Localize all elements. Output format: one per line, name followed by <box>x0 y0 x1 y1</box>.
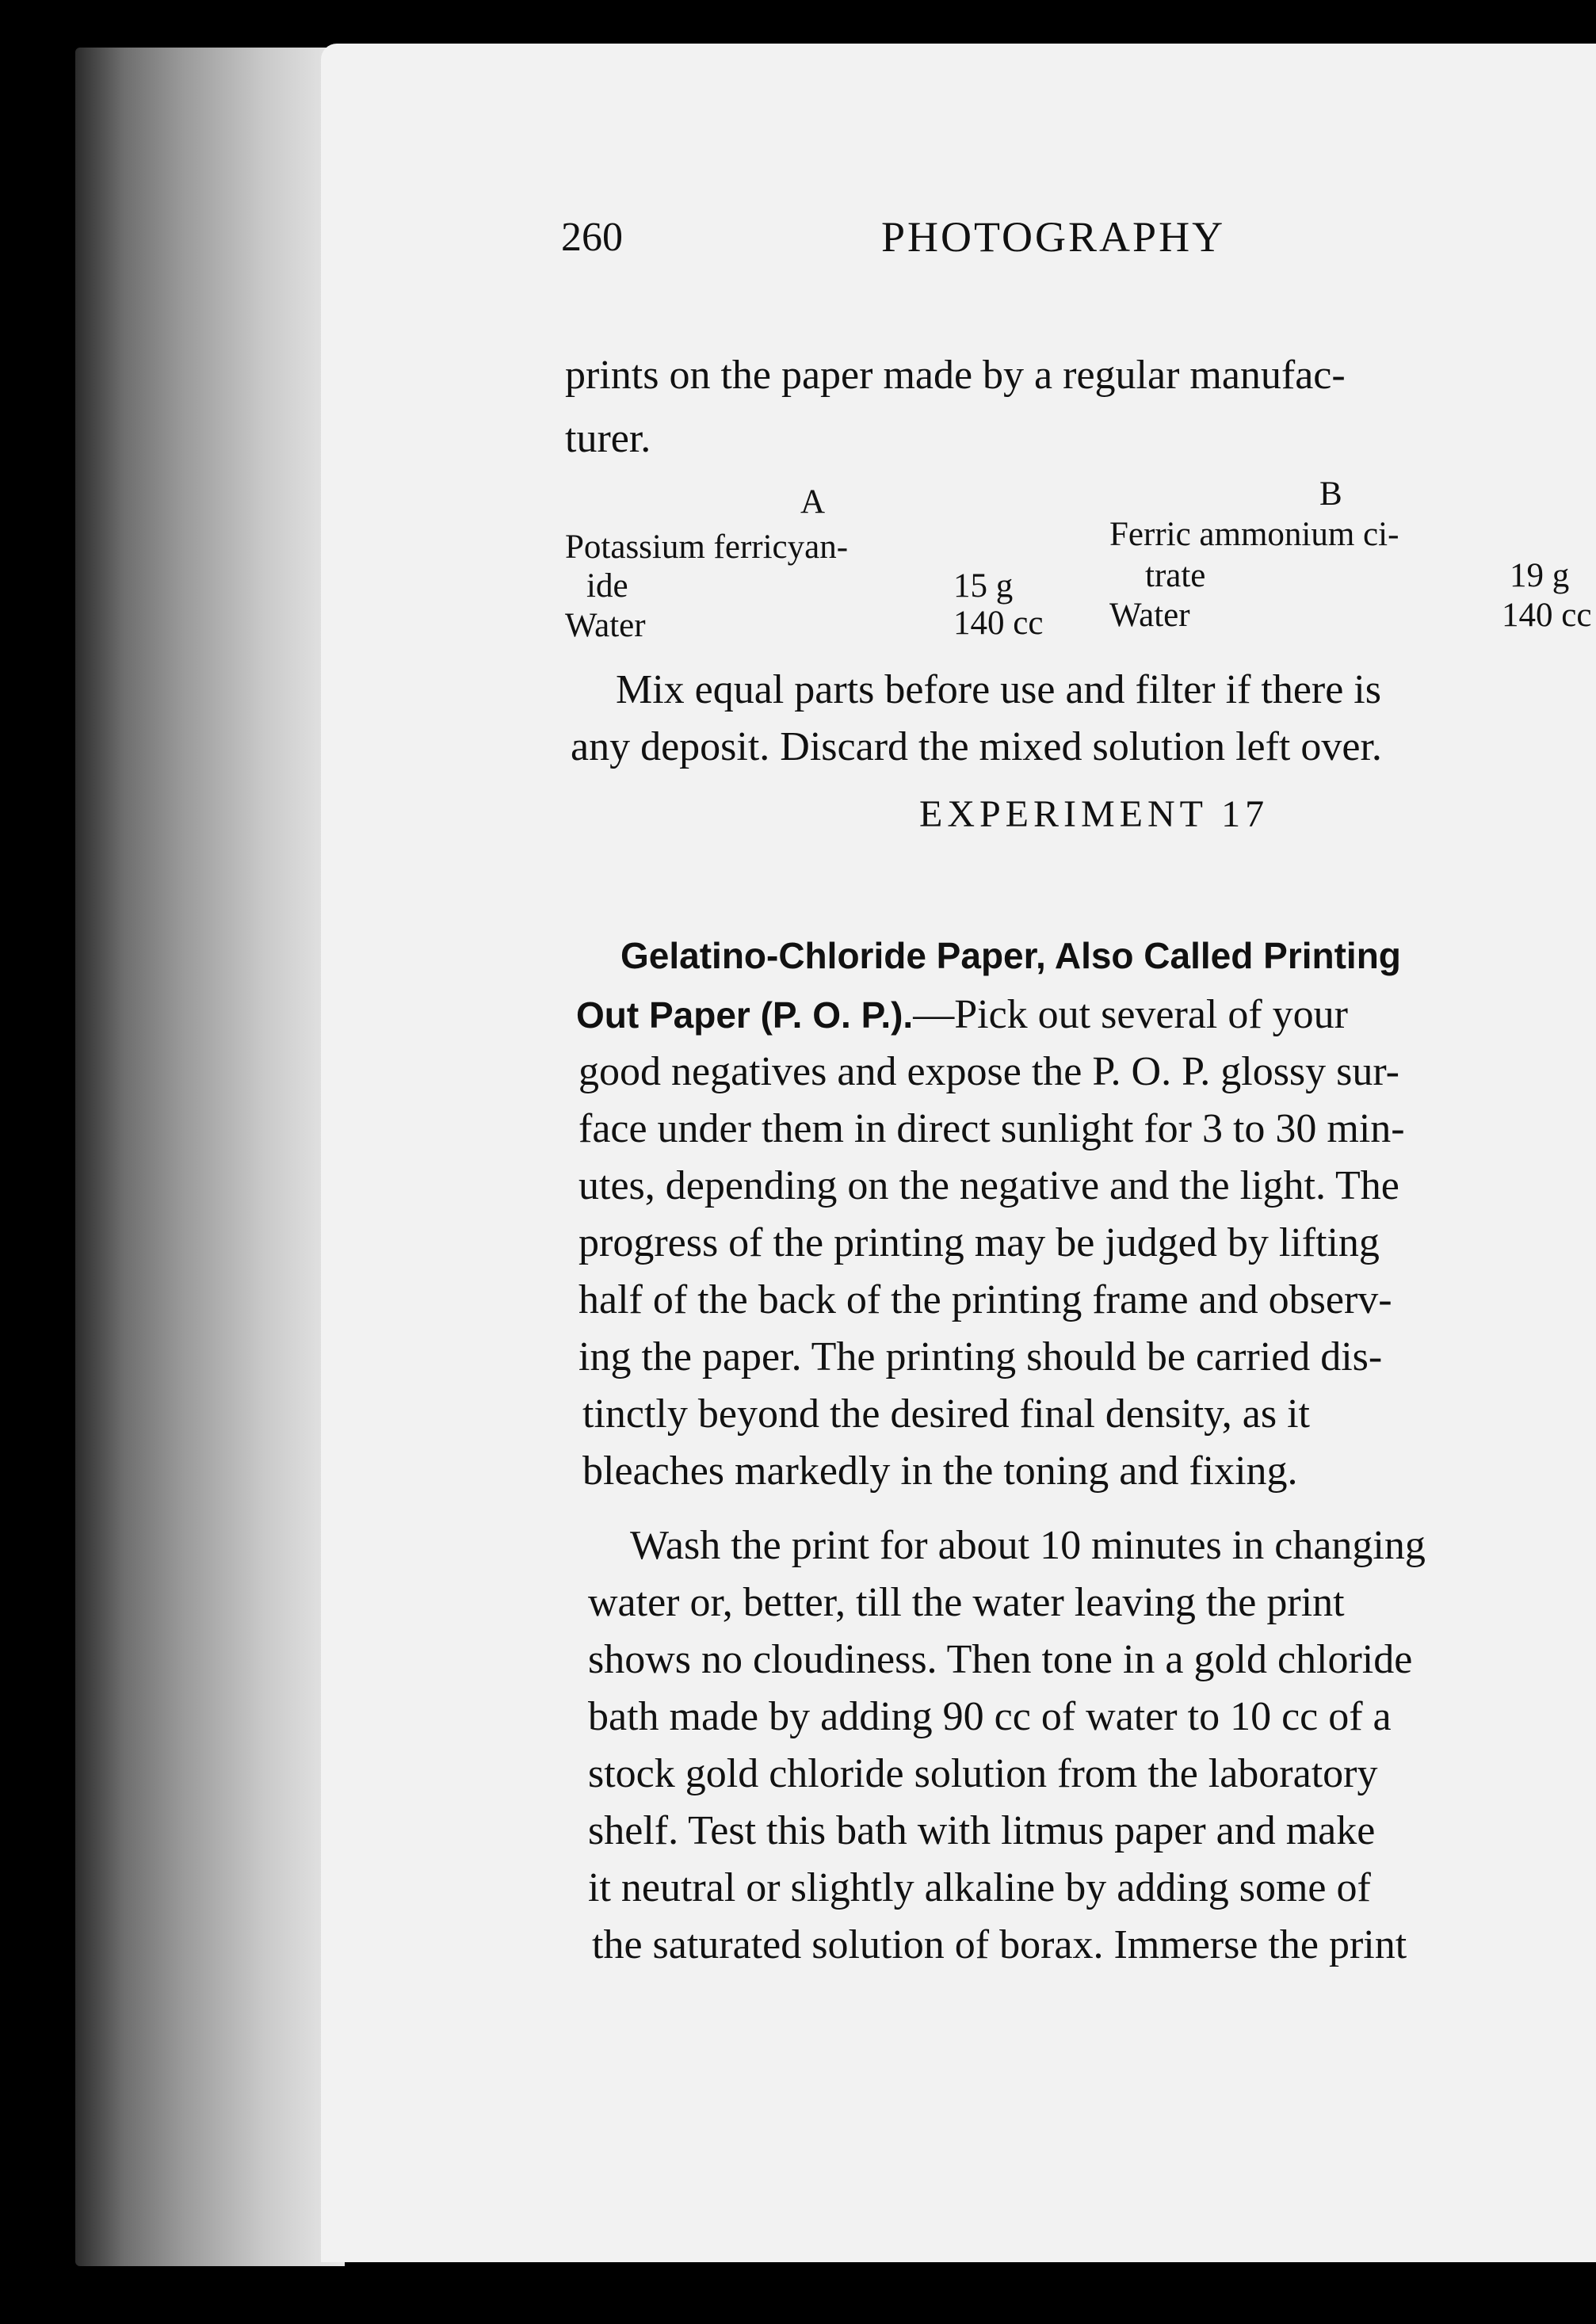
experiment-heading: EXPERIMENT 17 <box>919 793 1270 835</box>
mix-line: any deposit. Discard the mixed solution left over. <box>571 724 1382 769</box>
para2-line: Wash the print for about 10 minutes in changing <box>630 1523 1426 1568</box>
para1-bold-line: Gelatino-Chloride Paper, Also Called Printing <box>620 935 1401 976</box>
para1-line: progress of the printing may be judged by lifting <box>578 1220 1380 1265</box>
para2-line: it neutral or slightly alkaline by adding some of <box>588 1865 1371 1910</box>
para1-line: good negatives and expose the P. O. P. glossy sur- <box>578 1049 1399 1094</box>
formula-a-qty1: 15 g <box>953 567 1014 605</box>
page-number: 260 <box>561 215 623 260</box>
para1-line: bleaches markedly in the toning and fixing. <box>582 1448 1298 1494</box>
formula-a-qty2: 140 cc <box>953 605 1044 642</box>
formula-b-line1: Ferric ammonium ci- <box>1109 516 1399 553</box>
para2-line: shelf. Test this bath with litmus paper and make <box>588 1808 1376 1853</box>
formula-b-qty2: 140 cc <box>1502 597 1592 634</box>
formula-b-label: B <box>1319 475 1342 513</box>
formula-b-line3: Water <box>1109 597 1190 634</box>
formula-a-label: A <box>800 483 826 521</box>
formula-b-qty1: 19 g <box>1510 557 1570 594</box>
para2-line: the saturated solution of borax. Immerse the print <box>592 1922 1407 1967</box>
running-head: PHOTOGRAPHY <box>881 213 1226 261</box>
book-page-edge <box>75 48 345 2266</box>
intro-line: prints on the paper made by a regular manufac- <box>565 353 1346 398</box>
para2-line: stock gold chloride solution from the laboratory <box>588 1751 1378 1796</box>
para2-line: water or, better, till the water leaving the print <box>588 1580 1345 1625</box>
formula-a-line1: Potassium ferricyan- <box>565 529 849 566</box>
formula-b-line2: trate <box>1145 557 1206 594</box>
para1-line: face under them in direct sunlight for 3 to 30 min- <box>578 1106 1405 1151</box>
para2-line: bath made by adding 90 cc of water to 10 cc of a <box>588 1694 1392 1739</box>
para1-line: ing the paper. The printing should be carried dis- <box>578 1334 1383 1380</box>
book-page <box>321 44 1596 2262</box>
formula-a-line3: Water <box>565 607 646 644</box>
para1-bold-title: Out Paper (P. O. P.). <box>576 994 914 1036</box>
mix-line: Mix equal parts before use and filter if there is <box>616 667 1381 712</box>
para1-line <box>576 994 1348 1036</box>
formula-a-line2: ide <box>586 567 628 605</box>
intro-line: turer. <box>565 416 651 461</box>
para1-line: utes, depending on the negative and the light. The <box>578 1163 1399 1208</box>
para1-line: half of the back of the printing frame and observ- <box>578 1277 1392 1322</box>
para2-line: shows no cloudiness. Then tone in a gold chloride <box>588 1637 1413 1682</box>
para1-line: tinctly beyond the desired final density, as it <box>582 1391 1310 1437</box>
para1-line-rest: —Pick out several of your <box>913 992 1348 1037</box>
